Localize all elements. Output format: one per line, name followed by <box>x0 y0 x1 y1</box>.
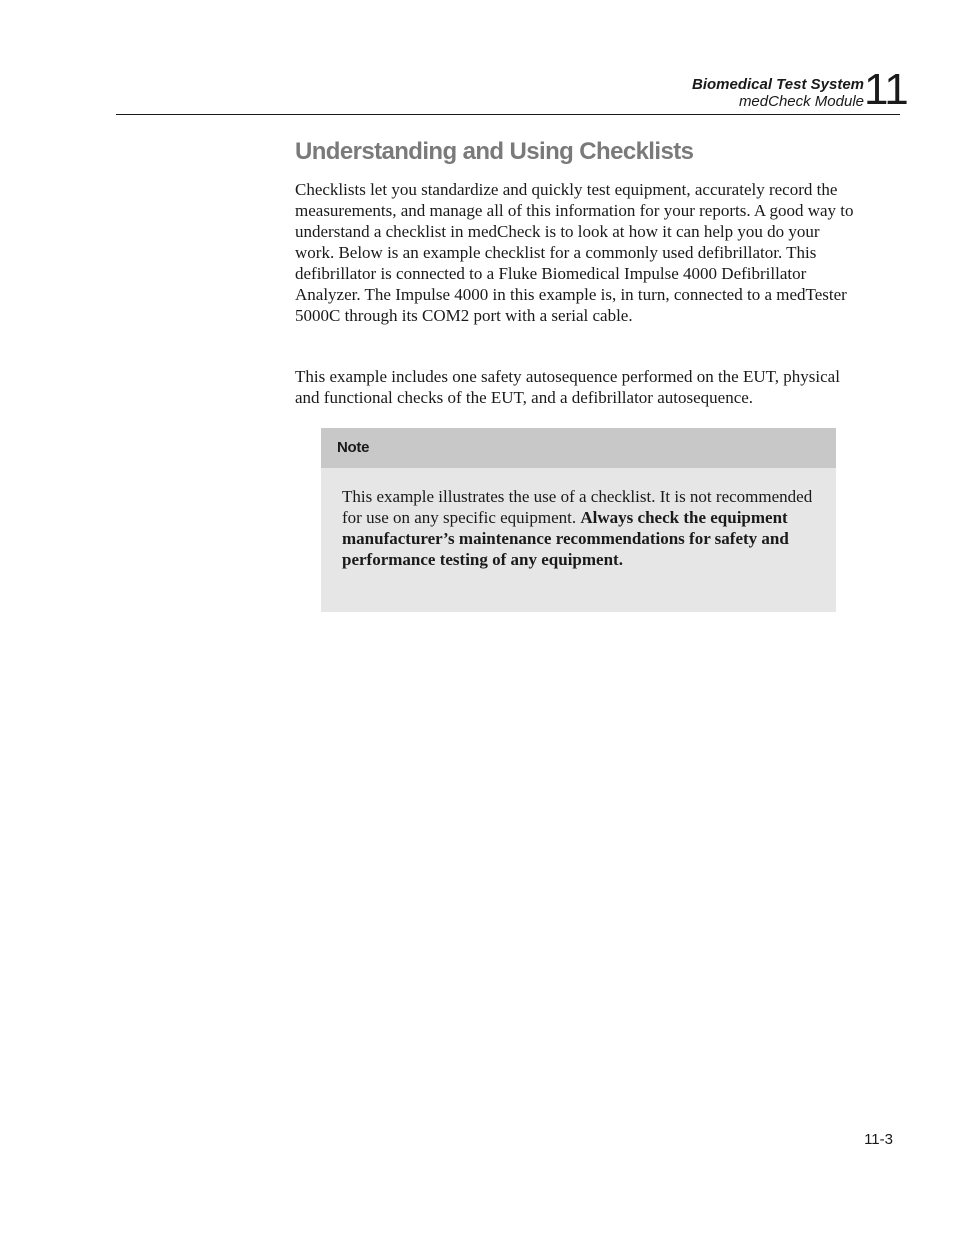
module-subtitle: medCheck Module <box>738 93 864 110</box>
example-paragraph: This example includes one safety autosequence performed on the EUT, physical and functional checks of the EUT, and a defibrillator autosequence. <box>295 367 840 407</box>
running-header <box>692 76 864 110</box>
note-text: This example illustrates the use of a checklist. It is not recommended for use on any specific equipment. <box>342 487 813 527</box>
section-title: Understanding and Using Checklists <box>295 138 694 165</box>
manual-title: Biomedical Test System <box>691 76 864 93</box>
intro-paragraph: Checklists let you standardize and quickly test equipment, accurately record the measurements, and manage all of this information for your reports. A good way to understand a checklist in medCheck is to look at how it can help you do your work. Below is an example checklist for a commonly used defibrillator. This defibrillator is connected to a Fluke Biomedical Impulse 4000 Defibrillator Analyzer. The Impulse 4000 in this example is, in turn, connected to a medTester 5000C through its COM2 port with a serial cable. <box>295 180 854 325</box>
note-body <box>321 468 836 570</box>
chapter-number: 11 <box>864 65 908 114</box>
note-warning: Always check the equipment manufacturer’s maintenance recommendations for safety and performance testing of any equipment. <box>342 508 789 569</box>
note-label: Note <box>321 428 836 468</box>
note-box <box>321 428 836 612</box>
page-number: 11-3 <box>864 1131 893 1148</box>
header-divider <box>116 114 900 115</box>
